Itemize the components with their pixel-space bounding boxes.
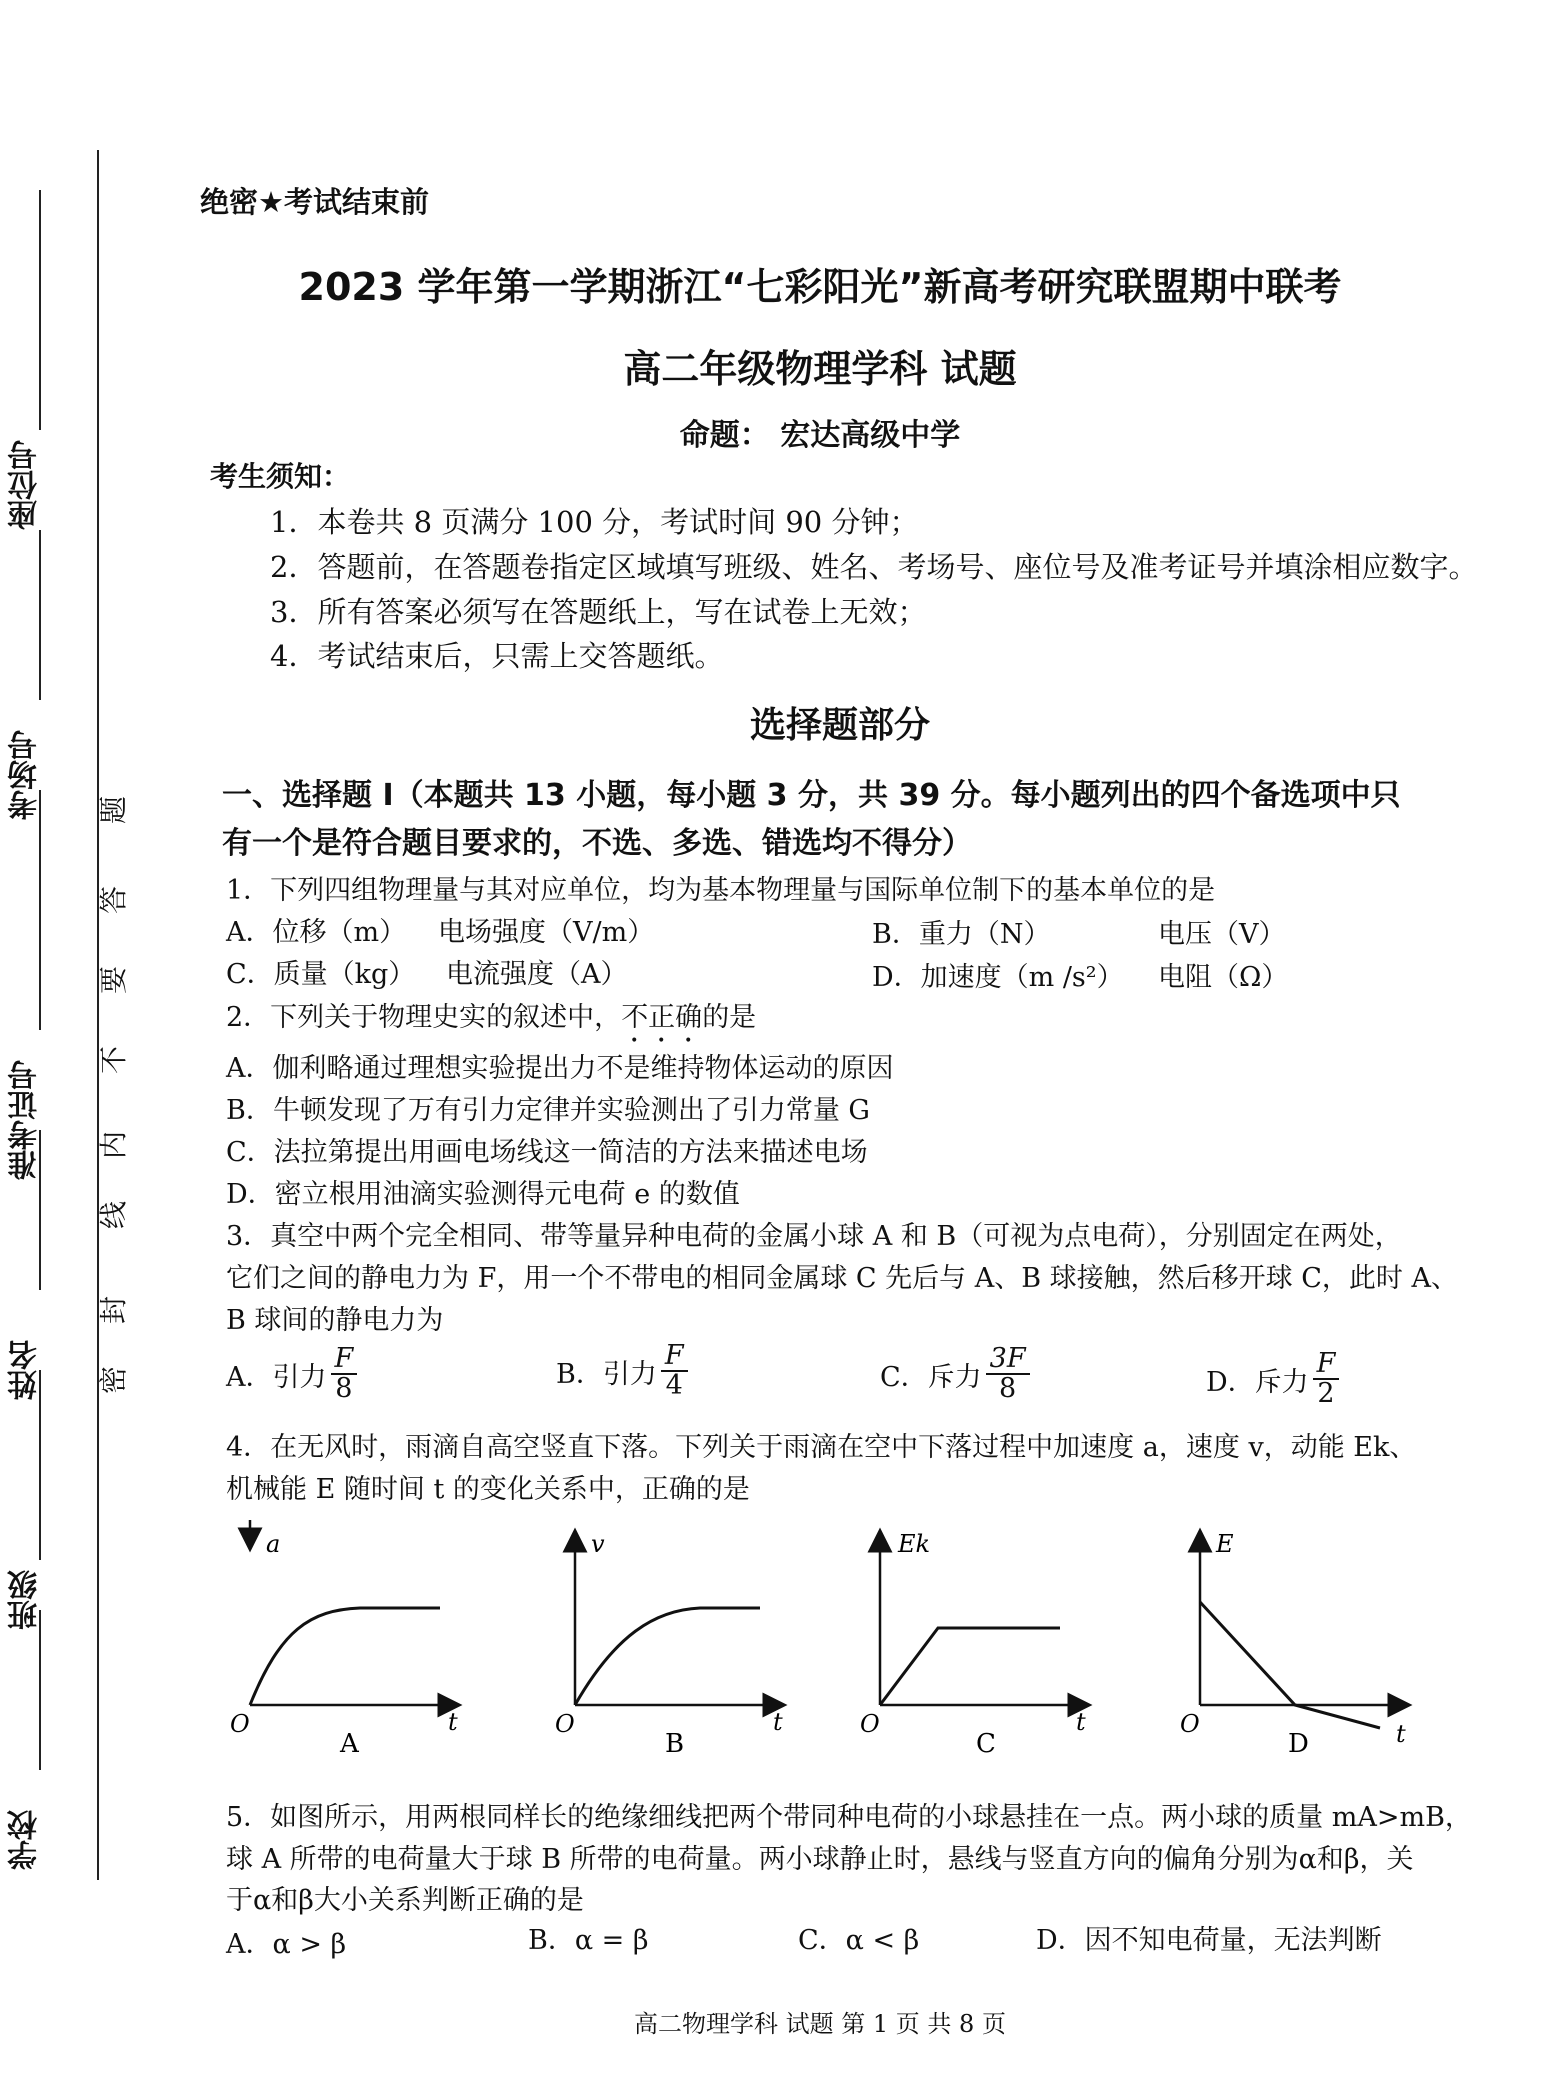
origin-label: O	[230, 1710, 250, 1738]
school-label: 学校	[8, 1810, 43, 1870]
name-label: 姓名	[8, 1340, 43, 1400]
exam-subtitle: 高二年级物理学科 试题	[623, 347, 1017, 391]
notice-item: 4．考试结束后，只需上交答题纸。	[270, 639, 724, 673]
seat-number-label: 座位号	[8, 440, 43, 530]
option-c: C．斥力 $\frac{3F}{8}$	[880, 1345, 1030, 1404]
option-c: C．α < β	[798, 1925, 920, 1956]
y-axis-label: Ek	[898, 1530, 931, 1558]
question-stem: 5．如图所示，用两根同样长的绝缘细线把两个带同种电荷的小球悬挂在一点。两小球的质量 mA>mB，	[226, 1802, 1472, 1833]
option-a: A．引力 $\frac{F}{8}$	[226, 1345, 357, 1404]
option-c: C．法拉第提出用画电场线这一简洁的方法来描述电场	[226, 1137, 868, 1168]
graph-caption: A	[340, 1729, 359, 1759]
y-axis-label: a	[266, 1530, 281, 1558]
exam-author: 命题： 宏达高级中学	[679, 418, 961, 453]
curve	[250, 1608, 440, 1705]
option-a: A．α > β	[226, 1929, 347, 1960]
y-axis-label: v	[591, 1530, 605, 1558]
graph-caption: B	[665, 1729, 685, 1759]
x-axis-label: t	[448, 1708, 458, 1736]
seal-char: 不	[97, 1045, 131, 1075]
admission-number-label: 准考证号	[8, 1060, 43, 1180]
curve	[1200, 1602, 1380, 1728]
question-stem: 3．真空中两个完全相同、带等量异种电荷的金属小球 A 和 B（可视为点电荷），分别固定在两处，	[226, 1221, 1402, 1252]
q4-graphs	[200, 1520, 1450, 1760]
option-b: B．引力 $\frac{F}{4}$	[556, 1342, 688, 1401]
option-a: A．伽利略通过理想实验提出力不是维持物体运动的原因	[226, 1053, 894, 1084]
graph-caption: C	[976, 1729, 996, 1759]
option-d: D．密立根用油滴实验测得元电荷 e 的数值	[226, 1179, 740, 1210]
curve	[880, 1628, 1060, 1705]
emphasized-text: 不正确	[621, 1002, 703, 1033]
section-title: 选择题部分	[749, 705, 930, 746]
seal-char: 内	[97, 1130, 131, 1160]
option-b: B．α = β	[528, 1925, 649, 1956]
graph-d	[1180, 1530, 1406, 1759]
x-axis-label: t	[1396, 1720, 1406, 1748]
graph-b	[555, 1530, 783, 1759]
graph-a	[230, 1520, 458, 1759]
option-b: 电压（V）	[1158, 919, 1286, 950]
x-axis-label: t	[773, 1708, 783, 1736]
notice-item: 3．所有答案必须写在答题纸上，写在试卷上无效；	[270, 595, 927, 629]
section-instructions: 一、选择题 I（本题共 13 小题，每小题 3 分，共 39 分。每小题列出的四个备选项中只	[222, 778, 1401, 813]
option-b: B．重力（N）	[872, 919, 1051, 950]
notice-heading: 考生须知：	[210, 460, 351, 493]
x-axis-label: t	[1076, 1708, 1086, 1736]
question-stem: 4．在无风时，雨滴自高空竖直下落。下列关于雨滴在空中下落过程中加速度 a，速度 v，动能 Ek、	[226, 1432, 1417, 1463]
notice-item: 1．本卷共 8 页满分 100 分，考试时间 90 分钟；	[270, 505, 919, 539]
origin-label: O	[860, 1710, 880, 1738]
option-d: D．加速度（m /s²）	[872, 962, 1124, 993]
question-stem: 机械能 E 随时间 t 的变化关系中，正确的是	[226, 1474, 750, 1505]
graph-caption: D	[1288, 1729, 1309, 1759]
question-stem: B 球间的静电力为	[226, 1305, 444, 1336]
graph-c	[860, 1530, 1086, 1759]
question-stem: 2．下列关于物理史实的叙述中，不正确的是	[226, 1002, 757, 1033]
option-b: B．牛顿发现了万有引力定律并实验测出了引力常量 G	[226, 1095, 870, 1126]
seal-char: 要	[97, 965, 131, 995]
option-a: 电场强度（V/m）	[438, 917, 655, 948]
section-instructions: 有一个是符合题目要求的，不选、多选、错选均不得分）	[222, 826, 972, 861]
class-label: 班级	[8, 1570, 43, 1630]
seal-char: 题	[97, 795, 131, 825]
question-stem: 球 A 所带的电荷量大于球 B 所带的电荷量。两小球静止时，悬线与竖直方向的偏角分别为α和β，关	[226, 1844, 1414, 1875]
origin-label: O	[1180, 1710, 1200, 1738]
option-c: 电流强度（A）	[446, 959, 628, 990]
seal-char: 密	[97, 1365, 131, 1395]
exam-title: 2023 学年第一学期浙江“七彩阳光”新高考研究联盟期中联考	[298, 265, 1342, 309]
binding-lines	[0, 0, 130, 2080]
option-d: D．因不知电荷量，无法判断	[1036, 1925, 1382, 1956]
y-axis-label: E	[1216, 1530, 1234, 1558]
page-footer: 高二物理学科 试题 第 1 页 共 8 页	[634, 2010, 1006, 2038]
question-stem: 它们之间的静电力为 F，用一个不带电的相同金属球 C 先后与 A、B 球接触，然后移开球 C，此时 A、	[226, 1263, 1458, 1294]
seal-char: 封	[97, 1295, 131, 1325]
seal-char: 线	[97, 1200, 131, 1230]
question-stem: 1．下列四组物理量与其对应单位，均为基本物理量与国际单位制下的基本单位的是	[226, 875, 1216, 906]
option-a: A．位移（m）	[226, 917, 407, 948]
option-c: C．质量（kg）	[226, 959, 416, 990]
question-stem: 于α和β大小关系判断正确的是	[226, 1885, 584, 1916]
seal-char: 答	[97, 885, 131, 915]
origin-label: O	[555, 1710, 575, 1738]
option-d: 电阻（Ω）	[1158, 962, 1289, 993]
exam-room-label: 考场号	[8, 730, 43, 820]
notice-item: 2．答题前，在答题卷指定区域填写班级、姓名、考场号、座位号及准考证号并填涂相应数字。	[270, 550, 1478, 584]
option-d: D．斥力 $\frac{F}{2}$	[1206, 1350, 1339, 1409]
secret-mark: 绝密★考试结束前	[200, 185, 429, 219]
curve	[575, 1608, 760, 1705]
